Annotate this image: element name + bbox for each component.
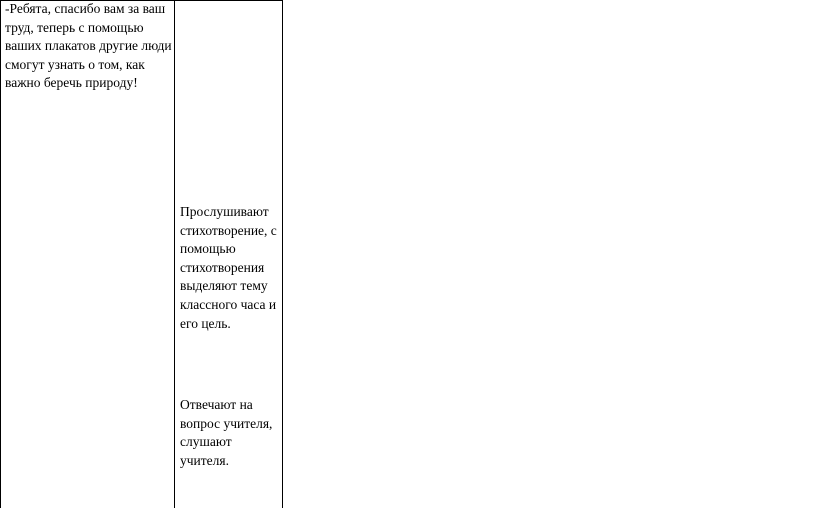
- teacher-activity-text: -Ребята, спасибо вам за ваш труд, теперь с помощью ваших плакатов другие люди смогут узнать о том, как важно беречь природу!: [5, 1, 172, 91]
- student-activity-paragraph-1: Прослушивают стихотворение, с помощью стихотворения выделяют тему классного часа и его цель.: [180, 204, 277, 331]
- column-divider: [174, 0, 175, 508]
- student-activity-paragraph-2: Отвечают на вопрос учителя, слушают учителя.: [180, 397, 273, 468]
- table-right-border: [282, 0, 283, 508]
- table-left-border: [0, 0, 1, 508]
